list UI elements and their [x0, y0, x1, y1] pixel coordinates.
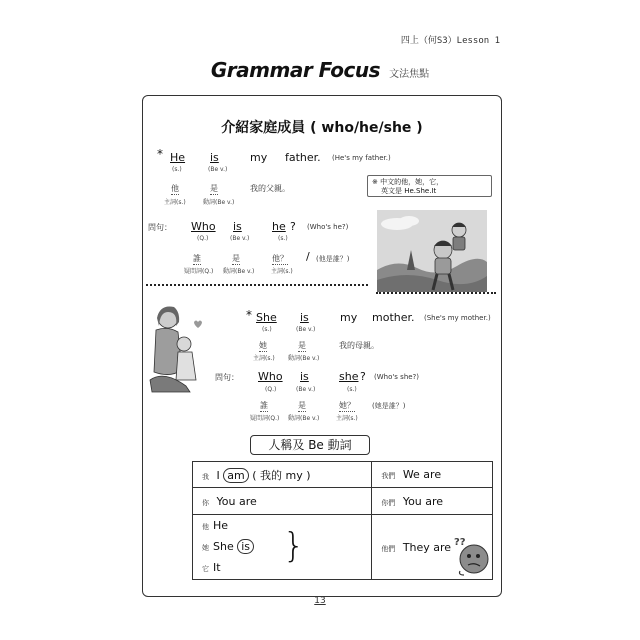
pronoun: She	[213, 539, 234, 553]
slash: /	[306, 250, 310, 263]
word-is: is	[210, 151, 219, 164]
pronoun-be: They are	[402, 540, 452, 554]
table-title: 人稱及 Be 動詞	[250, 435, 370, 455]
question-prefix: 問句：	[148, 223, 172, 232]
title-sub: 文法焦點	[389, 69, 430, 80]
word-she: She	[256, 311, 277, 324]
cn-word: 誰	[193, 254, 201, 263]
alt-gloss: (他是誰？)	[316, 255, 350, 263]
word-she: she	[339, 370, 359, 383]
gloss: (Who's she?)	[374, 373, 420, 381]
father-child-illustration	[377, 210, 487, 292]
cn-label: 它	[202, 564, 209, 573]
question-mark: ?	[360, 370, 366, 383]
star-mark: *	[157, 147, 163, 161]
tag: (s.)	[278, 235, 288, 242]
cn-word: 是	[298, 341, 306, 350]
question-marks: ??	[454, 537, 466, 548]
section-divider	[146, 284, 368, 286]
cn-word: 她？	[339, 401, 355, 410]
section-heading: 介紹家庭成員 ( who/he/she )	[221, 120, 423, 136]
tag: 動詞(Be v.)	[203, 199, 235, 206]
pronoun-be: You are	[216, 494, 257, 508]
tag: 動詞(Be v.)	[288, 355, 320, 362]
tag: 主詞(s.)	[164, 199, 186, 206]
cn-word: 誰	[260, 401, 268, 410]
cn-label: 你	[202, 498, 209, 507]
tag: 疑問詞(Q.)	[250, 415, 280, 422]
cn-word: 是	[210, 184, 218, 193]
word-he: He	[170, 151, 186, 164]
cn-possessive: ( 我的	[252, 468, 283, 482]
pronoun: I	[216, 468, 220, 482]
cn-label: 我	[202, 472, 209, 481]
tag: 主詞(s.)	[271, 268, 293, 275]
tag: 主詞(s.)	[253, 355, 275, 362]
table-cell	[372, 462, 493, 488]
tip-box	[367, 175, 492, 197]
gloss: (Who's he?)	[307, 223, 349, 231]
cn-word: 是	[298, 401, 306, 410]
cn-label: 我們	[381, 472, 396, 480]
cn-word: 是	[232, 254, 240, 263]
pronoun-be: You are	[402, 494, 444, 508]
word-my: my	[340, 311, 358, 324]
cn-rest: 我的父親。	[250, 184, 290, 193]
word-my: my	[250, 151, 268, 164]
table-cell	[193, 488, 372, 515]
question-mark: ?	[290, 220, 296, 233]
tag: (Q.)	[197, 235, 209, 242]
table-cell	[193, 515, 372, 580]
tag: (s.)	[172, 166, 182, 173]
pronoun-be-table	[192, 461, 493, 580]
star-mark: *	[246, 308, 252, 322]
word-father: father.	[285, 151, 321, 164]
page-title	[0, 58, 640, 82]
pronoun-be: We are	[402, 468, 442, 481]
cn-rest: 我的母親。	[339, 341, 379, 350]
mother-child-illustration	[146, 300, 206, 400]
tag: 動詞(Be v.)	[223, 268, 255, 275]
confused-face-icon	[452, 533, 492, 577]
tag: (s.)	[262, 326, 272, 333]
tag: (s.)	[347, 386, 357, 393]
possessive: my )	[285, 468, 311, 482]
word-he: he	[272, 220, 286, 233]
gloss: (He's my father.)	[332, 154, 391, 162]
be-verb-circled: is	[237, 539, 254, 554]
cn-label: 你們	[381, 498, 396, 507]
tag: (Be v.)	[296, 386, 316, 393]
word-mother: mother.	[372, 311, 415, 324]
tag: 疑問詞(Q.)	[184, 268, 214, 275]
question-prefix: 問句：	[215, 373, 239, 382]
brace-mark: }	[283, 526, 305, 566]
tag: (Be v.)	[230, 235, 250, 242]
title-main: Grammar Focus	[210, 58, 381, 82]
table-cell	[193, 462, 372, 488]
tag: 主詞(s.)	[336, 415, 358, 422]
cn-word: 他	[171, 184, 179, 193]
page-number: 13	[314, 596, 326, 606]
cn-word: 他？	[272, 254, 288, 263]
lesson-header: 四上（何S3）Lesson 1	[400, 36, 500, 46]
tag: (Q.)	[265, 386, 277, 393]
word-who: Who	[258, 370, 283, 383]
word-is: is	[300, 311, 309, 324]
tag: (Be v.)	[208, 166, 228, 173]
pronoun: It	[213, 560, 221, 574]
cn-label: 她	[202, 543, 209, 552]
tip-line2: 英文是 He.She.It	[381, 187, 437, 195]
gloss: (She's my mother.)	[424, 314, 491, 322]
alt-gloss: (她是誰？)	[372, 402, 406, 410]
cn-word: 她	[259, 341, 267, 350]
tag: (Be v.)	[296, 326, 316, 333]
be-verb-circled: am	[223, 468, 248, 483]
table-cell	[372, 488, 493, 515]
word-is: is	[300, 370, 309, 383]
section-divider-right	[376, 292, 496, 294]
cn-label: 他們	[381, 544, 396, 553]
word-who: Who	[191, 220, 216, 233]
word-is: is	[233, 220, 242, 233]
tip-line1: ※ 中文的他，她，它，	[372, 178, 444, 186]
tag: 動詞(Be v.)	[288, 415, 320, 422]
cn-label: 他	[202, 522, 209, 531]
pronoun: He	[213, 518, 229, 532]
